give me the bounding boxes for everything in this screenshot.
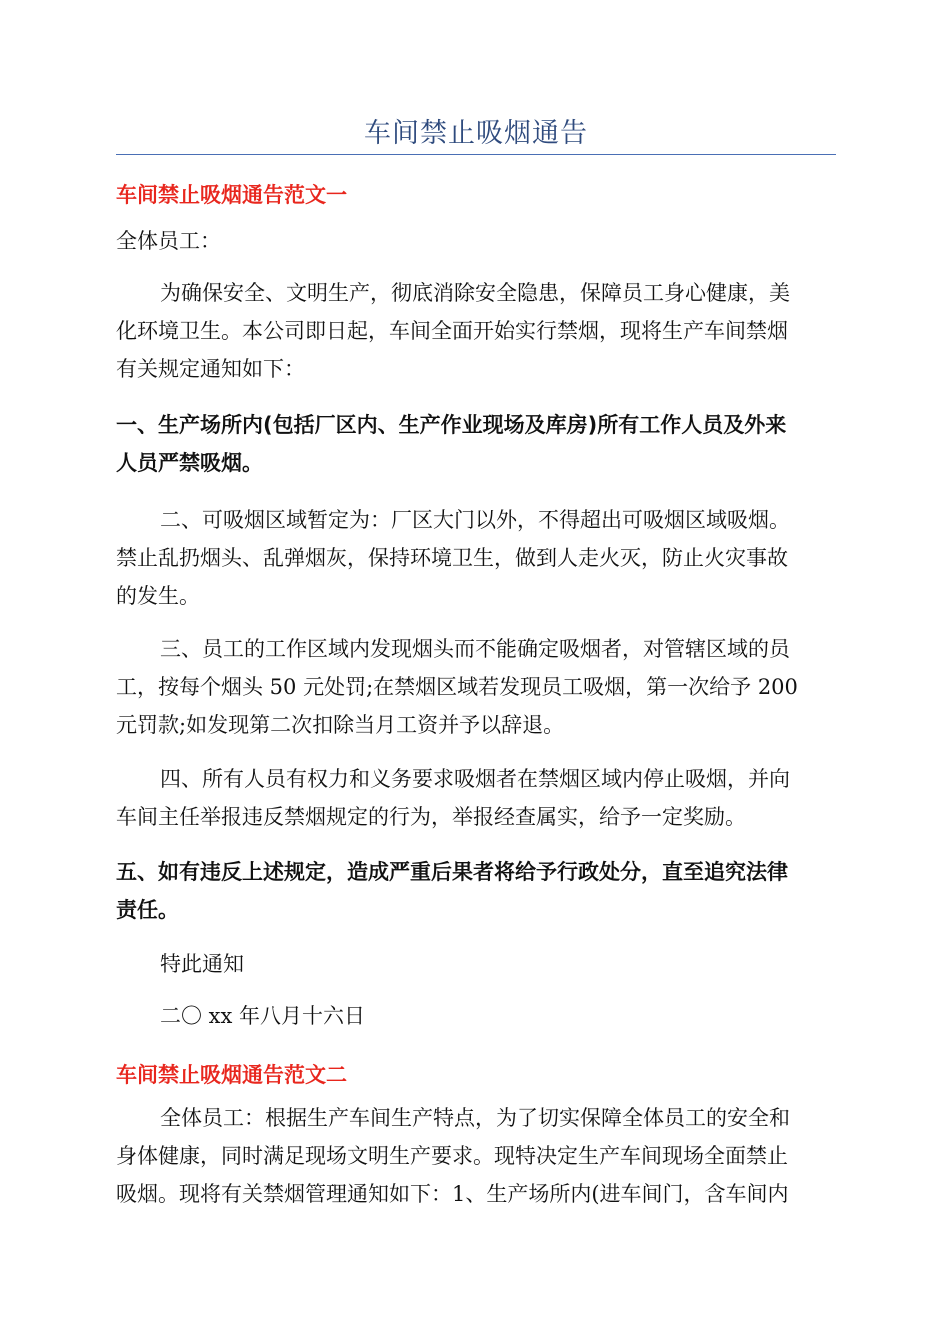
document-title: 车间禁止吸烟通告 — [364, 118, 588, 149]
rule-three-line-1: 三、员工的工作区域内发现烟头而不能确定吸烟者，对管辖区域的员 — [160, 637, 790, 661]
section-one-heading: 车间禁止吸烟通告范文一 — [116, 183, 347, 207]
rule-two-line-2: 禁止乱扔烟头、乱弹烟灰，保持环境卫生，做到人走火灭，防止火灾事故 — [116, 546, 788, 570]
closing-line: 特此通知 — [160, 952, 244, 976]
section-two-line-2: 身体健康，同时满足现场文明生产要求。现特决定生产车间现场全面禁止 — [116, 1144, 788, 1168]
intro-line-2: 化环境卫生。本公司即日起，车间全面开始实行禁烟，现将生产车间禁烟 — [116, 319, 788, 343]
rule-three-line-3: 元罚款;如发现第二次扣除当月工资并予以辞退。 — [116, 713, 565, 737]
section-two-line-3: 吸烟。现将有关禁烟管理通知如下：1、生产场所内(进车间门，含车间内 — [116, 1182, 789, 1206]
notice-date: 二〇 xx 年八月十六日 — [160, 1004, 366, 1028]
rule-one-paragraph — [116, 406, 836, 482]
rule-four-paragraph — [116, 760, 836, 836]
intro-paragraph — [116, 274, 836, 388]
intro-line-3: 有关规定通知如下： — [116, 357, 305, 381]
rule-one-line-1: 一、生产场所内(包括厂区内、生产作业现场及库房)所有工作人员及外来 — [116, 413, 787, 437]
rule-five-line-2: 责任。 — [116, 898, 179, 922]
section-two-paragraph — [116, 1099, 836, 1213]
salutation: 全体员工： — [116, 229, 221, 253]
intro-line-1: 为确保安全、文明生产，彻底消除安全隐患，保障员工身心健康，美 — [160, 281, 790, 305]
rule-one-line-2: 人员严禁吸烟。 — [116, 451, 263, 475]
rule-four-line-1: 四、所有人员有权力和义务要求吸烟者在禁烟区域内停止吸烟，并向 — [160, 767, 790, 791]
rule-three-line-2: 工，按每个烟头 50 元处罚;在禁烟区域若发现员工吸烟，第一次给予 200 — [116, 675, 798, 699]
rule-three-paragraph — [116, 630, 836, 744]
rule-two-line-1: 二、可吸烟区域暂定为：厂区大门以外，不得超出可吸烟区域吸烟。 — [160, 508, 790, 532]
rule-two-line-3: 的发生。 — [116, 584, 200, 608]
rule-five-paragraph — [116, 853, 836, 929]
rule-five-line-1: 五、如有违反上述规定，造成严重后果者将给予行政处分，直至追究法律 — [116, 860, 788, 884]
rule-two-paragraph — [116, 501, 836, 615]
title-underline — [116, 154, 836, 155]
rule-four-line-2: 车间主任举报违反禁烟规定的行为，举报经查属实，给予一定奖励。 — [116, 805, 746, 829]
section-two-heading: 车间禁止吸烟通告范文二 — [116, 1063, 347, 1087]
section-two-line-1: 全体员工：根据生产车间生产特点，为了切实保障全体员工的安全和 — [160, 1106, 790, 1130]
